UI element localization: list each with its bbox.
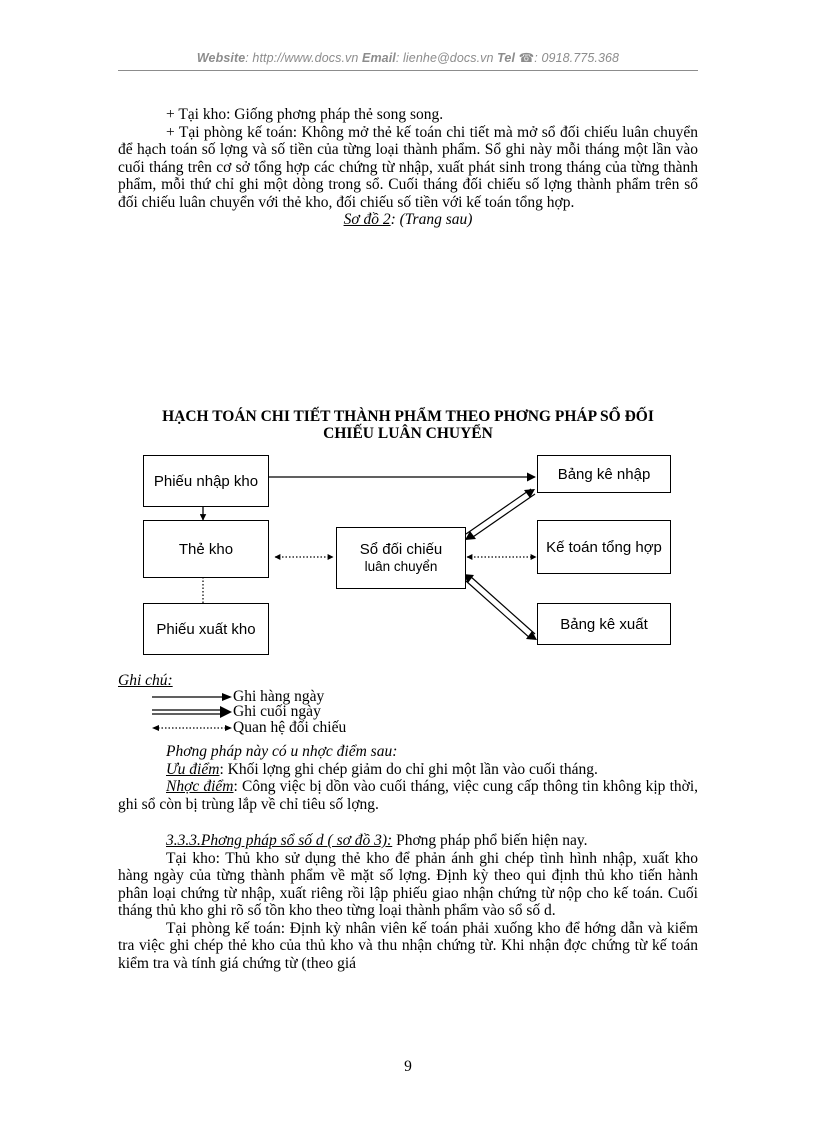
- disadvantage-label: Nhợc điểm: [166, 778, 234, 795]
- legend-double-arrow-icon: [152, 706, 232, 718]
- intro-block: [118, 106, 698, 229]
- diagram-title-line-2: CHIẾU LUÂN CHUYỂN: [323, 425, 493, 442]
- box-so-doi-chieu-line-2: luân chuyển: [364, 559, 438, 574]
- box-phieu-xuat-kho-label: Phiếu xuất kho: [156, 620, 256, 638]
- evaluation-block: [118, 743, 698, 813]
- edge-bang-ke-nhap-to-so-doi-chieu: [465, 489, 535, 540]
- box-the-kho: [143, 520, 269, 578]
- disadvantage-paragraph: [118, 778, 698, 813]
- box-phieu-nhap-kho: [143, 455, 269, 507]
- page-number: 9: [404, 1058, 412, 1075]
- tel-label: Tel ☎: [497, 51, 535, 65]
- advantage-paragraph: [118, 761, 698, 779]
- box-ke-toan-tong-hop-label: Kế toán tổng hợp: [546, 538, 662, 556]
- email-value[interactable]: : lienhe@docs.vn: [395, 51, 494, 65]
- box-phieu-nhap-kho-label: Phiếu nhập kho: [153, 472, 259, 490]
- evaluation-intro: Phơng pháp này có u nhợc điểm sau:: [166, 743, 398, 760]
- diagram-title: [118, 408, 698, 442]
- tel-value: : 0918.775.368: [534, 51, 620, 65]
- legend-label-reconcile: Quan hệ đối chiếu: [233, 718, 347, 736]
- page-header: [118, 50, 698, 70]
- box-bang-ke-xuat: [537, 603, 671, 645]
- box-ke-toan-tong-hop: [537, 520, 671, 574]
- section-block: [118, 832, 698, 972]
- legend-single-arrow-icon: [152, 691, 232, 703]
- legend-label-end-of-day: Ghi cuối ngày: [233, 703, 321, 720]
- header-divider: [118, 70, 698, 71]
- intro-paragraph-1: + Tại kho: Giống phơng pháp thẻ song song.: [166, 106, 444, 123]
- box-the-kho-label: Thẻ kho: [178, 540, 234, 558]
- legend-title: Ghi chú:: [118, 672, 173, 689]
- legend-item-reconcile: [118, 720, 698, 736]
- box-bang-ke-nhap-label: Bảng kê nhập: [557, 465, 651, 483]
- legend-item-end-of-day: [118, 704, 698, 720]
- legend-item-daily: [118, 689, 698, 705]
- legend-label-daily: Ghi hàng ngày: [233, 687, 325, 705]
- advantage-text: : Khối lợng ghi chép giảm do chỉ ghi một lần vào cuối tháng.: [219, 760, 598, 778]
- section-paragraph-2: Tại phòng kế toán: Định kỳ nhân viên kế toán phải xuống kho để hớng dẫn và kiểm tra việc ghi chép thẻ kho của thủ kho và thu nhận chứng từ. Khi nhận đợc chứng từ kế toán kiểm tra và tính giá chứng từ (theo giá: [118, 919, 698, 972]
- diagram-ref-label: Sơ đồ 2: [343, 211, 391, 228]
- section-heading-tail: Phơng pháp phổ biến hiện nay.: [392, 832, 588, 849]
- disadvantage-text: : Công việc bị dồn vào cuối tháng, việc cung cấp thông tin không kịp thời, ghi sổ còn bị trùng lắp về chỉ tiêu số lợng.: [118, 778, 699, 813]
- section-paragraph-1: Tại kho: Thủ kho sử dụng thẻ kho để phản ánh ghi chép tình hình nhập, xuất kho hàng ngày của từng thành phẩm về mặt số lợng. Định kỳ theo qui định thủ kho tiến hành phân loại chứng từ nhập, xuất riêng rồi lập phiếu giao nhận chứng từ nộp cho kế toán. Cuối tháng thủ kho ghi rõ số tồn kho theo từng loại thành phẩm vào sổ số d.: [118, 849, 698, 919]
- diagram-ref-note: : (Trang sau): [390, 211, 473, 228]
- email-label: Email: [362, 51, 396, 65]
- website-label: Website: [196, 51, 246, 65]
- diagram-title-line-1: HẠCH TOÁN CHI TIẾT THÀNH PHẨM THEO PHƠNG PHÁP SỔ ĐỐI: [162, 408, 654, 425]
- box-bang-ke-xuat-label: Bảng kê xuất: [560, 615, 648, 633]
- section-heading: [118, 832, 698, 850]
- section-heading-label: 3.3.3.Phơng pháp sổ số d ( sơ đồ 3):: [166, 832, 393, 849]
- legend-dotted-arrow-icon: [152, 722, 232, 734]
- edge-so-doi-chieu-to-bang-ke-xuat: [463, 574, 537, 640]
- website-url[interactable]: : http://www.docs.vn: [245, 51, 359, 65]
- legend: [118, 673, 698, 735]
- box-phieu-xuat-kho: [143, 603, 269, 655]
- intro-paragraph-2: + Tại phòng kế toán: Không mở thẻ kế toán chi tiết mà mở sổ đối chiếu luân chuyển để hạch toán số lợng và số tiền của từng loại thành phẩm. Sổ ghi này mỗi tháng một lần vào cuối tháng trên cơ sở tổng hợp các chứng từ nhập, xuất phát sinh trong tháng của từng thành phẩm, mỗi thứ chỉ ghi một dòng trong sổ. Cuối tháng đối chiếu số lợng thành phẩm trên sổ đối chiếu luân chuyển với thẻ kho, đối chiếu số tiền với kế toán tổng hợp.: [118, 123, 698, 211]
- box-so-doi-chieu: [336, 527, 466, 589]
- advantage-label: Ưu điểm: [166, 760, 220, 778]
- box-so-doi-chieu-line-1: Sổ đối chiếu: [359, 541, 443, 558]
- diagram-reference: [118, 211, 698, 229]
- box-bang-ke-nhap: [537, 455, 671, 493]
